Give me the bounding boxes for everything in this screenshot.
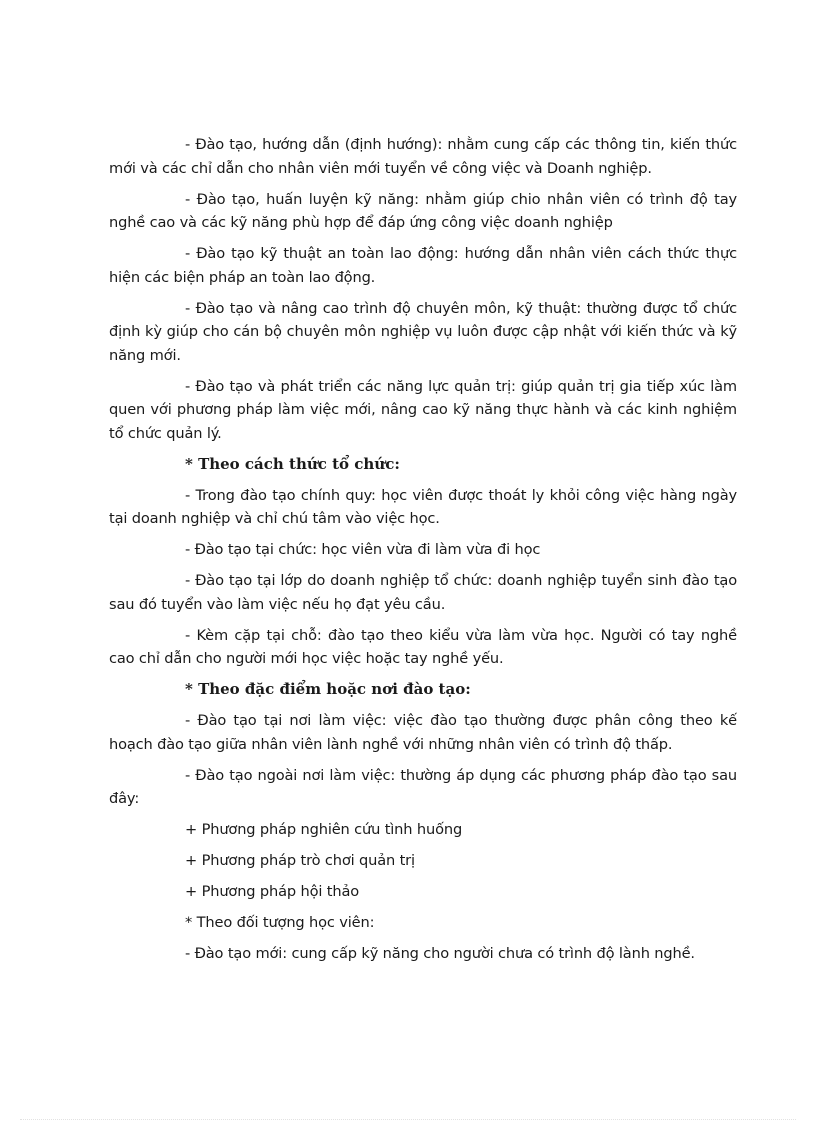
- paragraph-safety-training: - Đào tạo kỹ thuật an toàn lao động: hướng dẫn nhân viên cách thức thực hiện các biện pháp an toàn lao động.: [109, 245, 737, 286]
- paragraph-by-learner-type: * Theo đối tượng học viên:: [185, 914, 375, 931]
- paragraph-orientation-training: - Đào tạo, hướng dẫn (định hướng): nhằm cung cấp các thông tin, kiến thức mới và các chỉ dẫn cho nhân viên mới tuyển về công việc và Doanh nghiệp.: [109, 136, 737, 177]
- page-content: [109, 133, 737, 973]
- paragraph-new-training: - Đào tạo mới: cung cấp kỹ năng cho người chưa có trình độ lành nghề.: [185, 945, 695, 962]
- list-item-case-study: + Phương pháp nghiên cứu tình huống: [185, 821, 463, 838]
- list-item-management-game: + Phương pháp trò chơi quản trị: [185, 852, 415, 869]
- paragraph-off-the-job-training: - Đào tạo ngoài nơi làm việc: thường áp dụng các phương pháp đào tạo sau đây:: [109, 766, 737, 807]
- heading-by-organization: * Theo cách thức tổ chức:: [185, 454, 400, 473]
- paragraph-company-class-training: - Đào tạo tại lớp do doanh nghiệp tổ chức: doanh nghiệp tuyển sinh đào tạo sau đó tuyển vào làm việc nếu họ đạt yêu cầu.: [109, 572, 737, 613]
- paragraph-on-site-coaching: - Kèm cặp tại chỗ: đào tạo theo kiểu vừa làm vừa học. Người có tay nghề cao chỉ dẫn cho người mới học việc hoặc tay nghề yếu.: [109, 626, 737, 667]
- paragraph-in-service-training: - Đào tạo tại chức: học viên vừa đi làm vừa đi học: [185, 541, 541, 558]
- paragraph-professional-training: - Đào tạo và nâng cao trình độ chuyên môn, kỹ thuật: thường được tổ chức định kỳ giúp cho cán bộ chuyên môn nghiệp vụ luôn được cập nhật với kiến thức và kỹ năng mới.: [109, 299, 737, 364]
- paragraph-management-training: - Đào tạo và phát triển các năng lực quản trị: giúp quản trị gia tiếp xúc làm quen với phương pháp làm việc mới, nâng cao kỹ năng thực hành và các kinh nghiệm tổ chức quản lý.: [109, 377, 737, 442]
- paragraph-formal-training: - Trong đào tạo chính quy: học viên được thoát ly khỏi công việc hàng ngày tại doanh nghiệp và chỉ chú tâm vào việc học.: [109, 486, 737, 527]
- paragraph-on-the-job-training: - Đào tạo tại nơi làm việc: việc đào tạo thường được phân công theo kế hoạch đào tạo giữa nhân viên lành nghề với những nhân viên có trình độ thấp.: [109, 712, 737, 753]
- heading-by-location: * Theo đặc điểm hoặc nơi đào tạo:: [185, 680, 471, 698]
- paragraph-skill-training: - Đào tạo, huấn luyện kỹ năng: nhằm giúp chio nhân viên có trình độ tay nghề cao và các kỹ năng phù hợp để đáp ứng công việc doanh nghiệp: [109, 190, 737, 231]
- page-bottom-divider: [20, 1119, 796, 1120]
- list-item-seminar: + Phương pháp hội thảo: [185, 883, 360, 900]
